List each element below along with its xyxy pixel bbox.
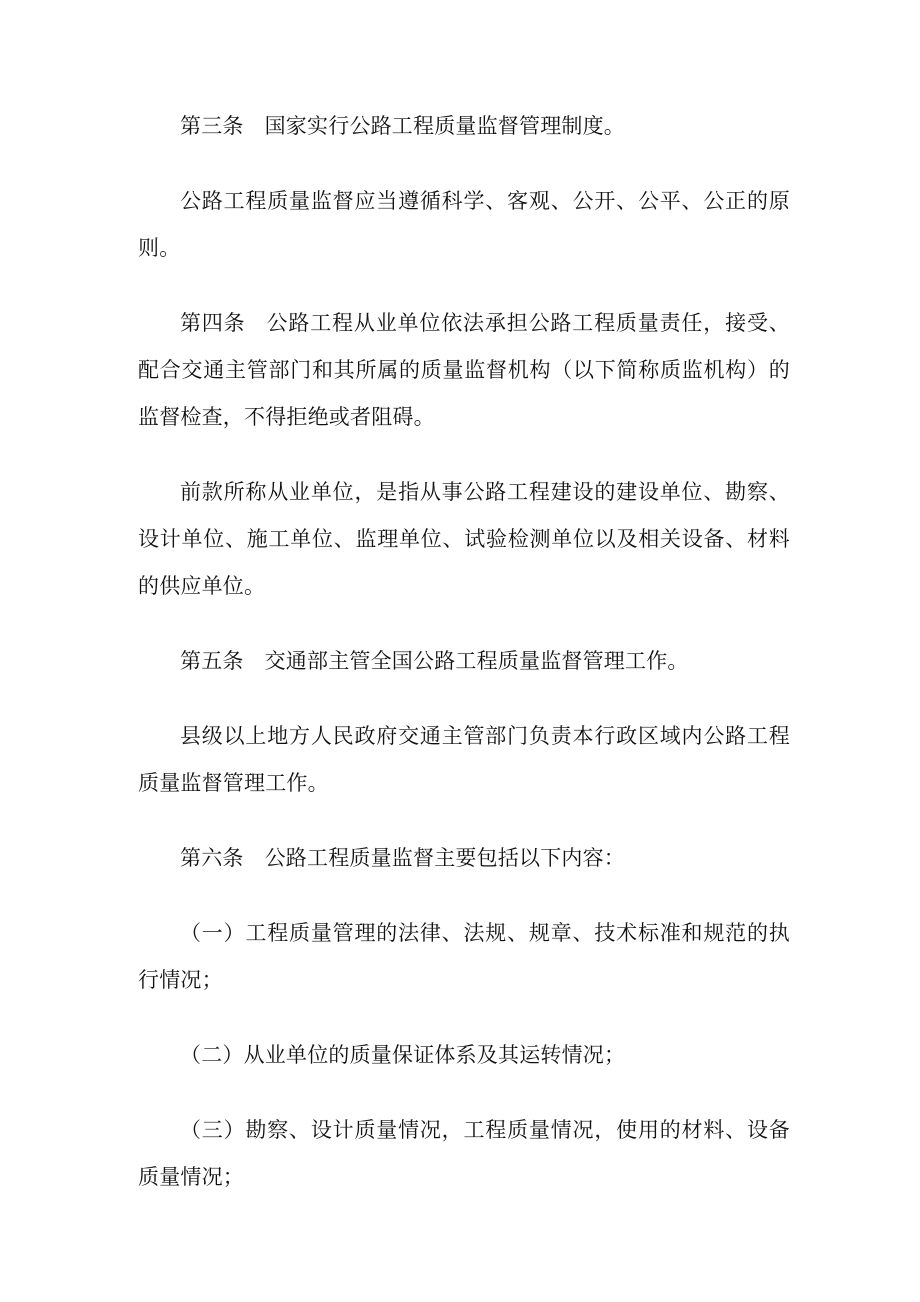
paragraph-text: 交通部主管全国公路工程质量监督管理工作。 [264,649,689,673]
article-label: 第四条 [180,311,246,335]
list-item-3 [138,1107,790,1201]
article-3-paragraph [138,103,790,150]
list-item-1 [138,910,790,1004]
definition-paragraph [138,469,790,610]
article-5-paragraph [138,638,790,685]
paragraph-text: （一）工程质量管理的法律、法规、规章、技术标准和规范的执行情况； [138,921,790,992]
article-4-paragraph [138,300,790,441]
article-label: 第六条 [180,846,244,870]
paragraph-text: （三）勘察、设计质量情况，工程质量情况，使用的材料、设备质量情况； [138,1118,790,1189]
article-label: 第五条 [180,649,244,673]
article-6-paragraph [138,835,790,882]
principle-paragraph [138,178,790,272]
paragraph-text: 前款所称从业单位，是指从事公路工程建设的建设单位、勘察、设计单位、施工单位、监理单位、试验检测单位以及相关设备、材料的供应单位。 [138,480,790,598]
paragraph-text: 公路工程质量监督主要包括以下内容： [264,846,626,870]
paragraph-text: 国家实行公路工程质量监督管理制度。 [264,114,626,138]
local-authority-paragraph [138,713,790,807]
list-item-2 [138,1032,790,1079]
paragraph-text: （二）从业单位的质量保证体系及其运转情况； [180,1043,626,1067]
paragraph-text: 公路工程从业单位依法承担公路工程质量责任，接受、配合交通主管部门和其所属的质量监督机构（以下简称质监机构）的监督检查，不得拒绝或者阻碍。 [138,311,790,429]
article-label: 第三条 [180,114,244,138]
paragraph-text: 县级以上地方人民政府交通主管部门负责本行政区域内公路工程质量监督管理工作。 [138,724,790,795]
paragraph-text: 公路工程质量监督应当遵循科学、客观、公开、公平、公正的原则。 [138,189,790,260]
